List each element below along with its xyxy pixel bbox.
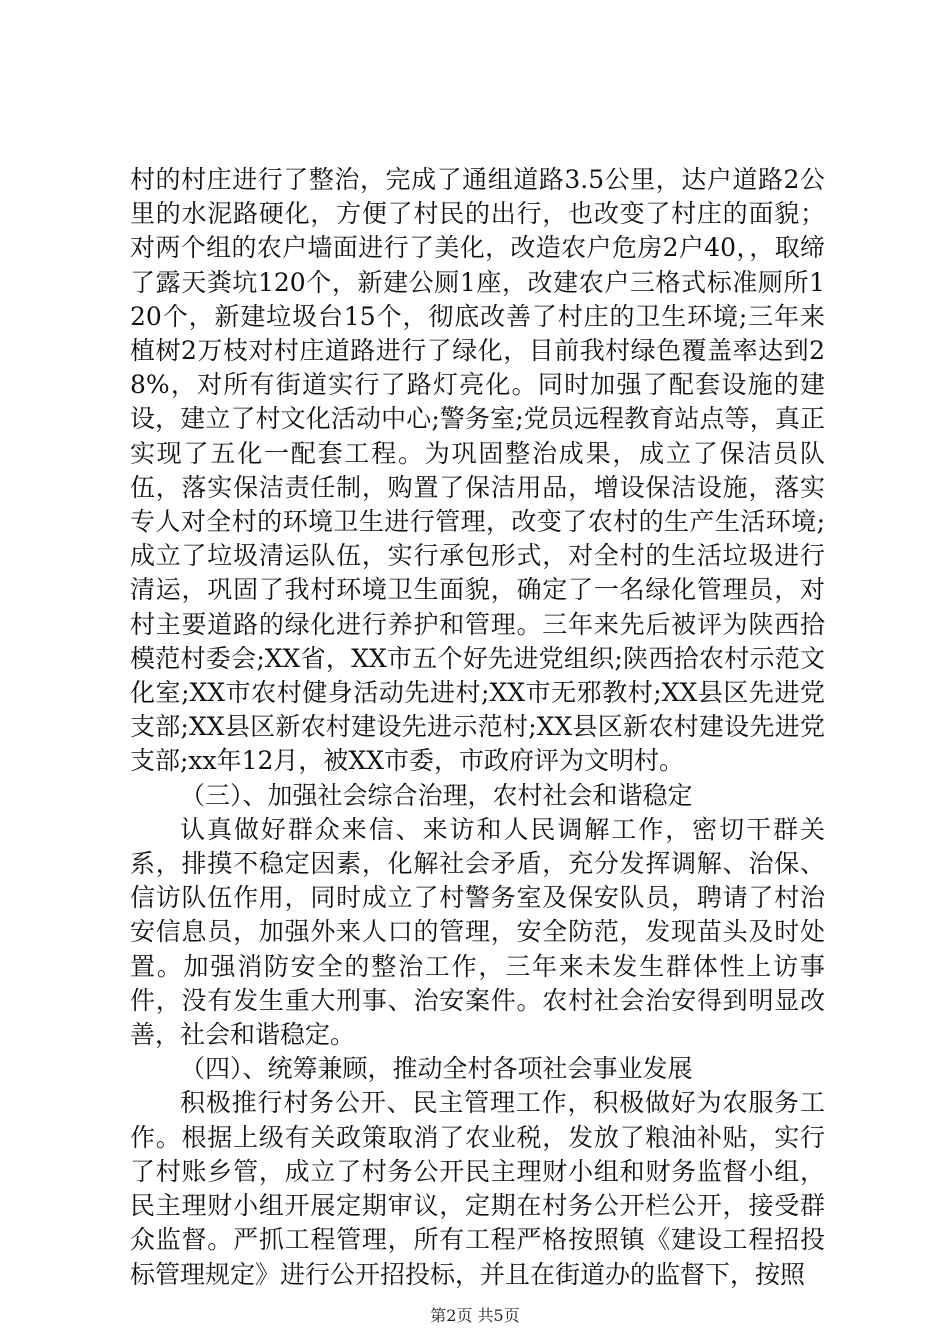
page-number-footer: 第2页 共5页: [430, 1306, 520, 1325]
section-heading-4: （四）、统筹兼顾，推动全村各项社会事业发展: [180, 1054, 693, 1084]
paragraph-social-governance: 认真做好群众来信、来访和人民调解工作，密切干群关系，排摸不稳定因素，化解社会矛盾，充分发挥调解、治保、信访队伍作用，同时成立了村警务室及保安队员，聘请了村治安信息员，加强外来人口的管理，安全防范，发现苗头及时处置。加强消防安全的整治工作，三年来未发生群体性上访事件，没有发生重大刑事、治安案件。农村社会治安得到明显改善，社会和谐稳定。: [130, 814, 825, 1050]
section-heading-3: （三）、加强社会综合治理，农村社会和谐稳定: [180, 780, 693, 810]
paragraph-village-renovation: 村的村庄进行了整治，完成了通组道路3.5公里，达户道路2公里的水泥路硬化，方便了村民的出行，也改变了村庄的面貌；对两个组的农户墙面进行了美化，改造农户危房2户40，，取缔了露天粪坑120个，新建公厕1座，改建农户三格式标准厕所120个，新建垃圾台15个，彻底改善了村庄的卫生环境;三年来植树2万枝对村庄道路进行了绿化，目前我村绿色覆盖率达到28%，对所有街道实行了路灯亮化。同时加强了配套设施的建设，建立了村文化活动中心;警务室;党员远程教育站点等，真正实现了五化一配套工程。为巩固整治成果，成立了保洁员队伍，落实保洁责任制，购置了保洁用品，增设保洁设施，落实专人对全村的环境卫生进行管理，改变了农村的生产生活环境;成立了垃圾清运队伍，实行承包形式，对全村的生活垃圾进行清运，巩固了我村环境卫生面貌，确定了一名绿化管理员，对村主要道路的绿化进行养护和管理。三年来先后被评为陕西拾模范村委会;XX省，XX市五个好先进党组织;陕西拾农村示范文化室;XX市农村健身活动先进村;XX市无邪教村;XX县区先进党支部;XX县区新农村建设先进示范村;XX县区新农村建设先进党支部;xx年12月，被XX市委，市政府评为文明村。: [130, 165, 825, 776]
paragraph-village-affairs: 积极推行村务公开、民主管理工作，积极做好为农服务工作。根据上级有关政策取消了农业税，发放了粮油补贴，实行了村账乡管，成立了村务公开民主理财小组和财务监督小组，民主理财小组开展定期审议，定期在村务公开栏公开，接受群众监督。严抓工程管理，所有工程严格按照镇《建设工程招投标管理规定》进行公开招投标，并且在街道办的监督下，按照: [130, 1088, 825, 1289]
document-body: [130, 163, 825, 1292]
